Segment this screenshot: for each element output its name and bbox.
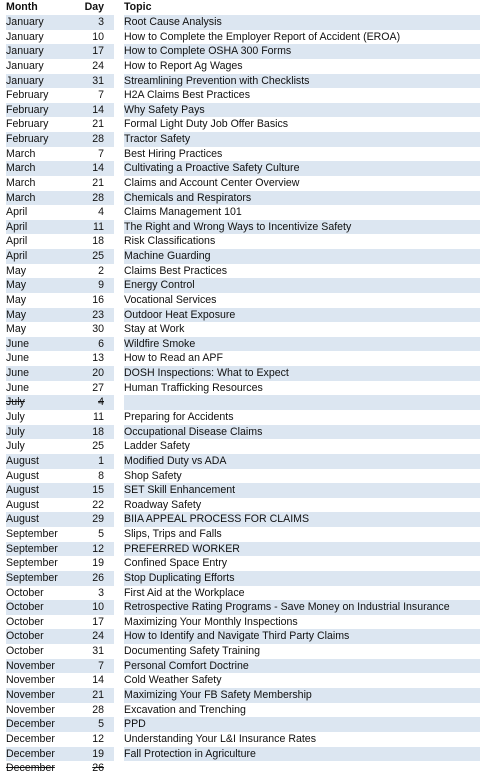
cell-day[interactable]: 11 <box>78 220 104 235</box>
cell-topic[interactable]: Roadway Safety <box>124 498 202 511</box>
cell-month[interactable]: November <box>6 703 55 716</box>
cell-month[interactable]: December <box>6 717 114 732</box>
cell-month[interactable]: November <box>6 674 55 687</box>
cell-day[interactable]: 25 <box>78 249 104 264</box>
table-row <box>0 571 482 586</box>
cell-day[interactable]: 17 <box>78 44 104 59</box>
cell-month[interactable]: January <box>6 74 114 89</box>
cell-topic[interactable]: Stop Duplicating Efforts <box>124 571 480 586</box>
table-row <box>0 747 482 762</box>
cell-month[interactable]: August <box>6 483 114 498</box>
table-row <box>0 205 482 220</box>
table-row <box>0 439 482 454</box>
cell-month[interactable]: January <box>6 30 44 43</box>
cell-day[interactable]: 7 <box>98 89 104 102</box>
table-row <box>0 293 482 308</box>
cell-topic[interactable]: Outdoor Heat Exposure <box>124 308 480 323</box>
cell-day[interactable]: 26 <box>78 571 104 586</box>
cell-topic[interactable]: Streamlining Prevention with Checklists <box>124 74 480 89</box>
table-row <box>0 703 482 718</box>
header-month[interactable]: Month <box>6 1 38 13</box>
cell-month[interactable]: June <box>6 352 29 365</box>
cell-day[interactable]: 19 <box>78 747 104 762</box>
cell-topic[interactable]: Why Safety Pays <box>124 103 480 118</box>
cell-day[interactable]: 28 <box>92 703 104 716</box>
cell-month[interactable]: July <box>6 411 25 423</box>
cell-month[interactable]: August <box>6 498 39 511</box>
cell-month[interactable]: October <box>6 586 44 599</box>
table-row <box>0 278 482 293</box>
cell-topic[interactable]: Human Trafficking Resources <box>124 381 263 394</box>
table-row <box>0 469 482 484</box>
cell-day[interactable]: 1 <box>78 454 104 469</box>
cell-day[interactable]: 19 <box>92 557 104 570</box>
cell-day[interactable]: 7 <box>78 659 104 674</box>
cell-topic[interactable]: Risk Classifications <box>124 235 216 248</box>
cell-topic[interactable]: Energy Control <box>124 278 480 293</box>
cell-topic[interactable]: How to Complete the Employer Report of Accident (EROA) <box>124 30 401 43</box>
cell-day[interactable]: 9 <box>78 278 104 293</box>
cell-topic[interactable]: Chemicals and Respirators <box>124 191 480 206</box>
cell-day[interactable]: 14 <box>78 161 104 176</box>
cell-day[interactable]: 18 <box>78 425 104 440</box>
cell-day[interactable]: 5 <box>98 528 104 541</box>
cell-topic[interactable]: Retrospective Rating Programs - Save Money on Industrial Insurance <box>124 600 480 615</box>
cell-day[interactable]: 20 <box>78 366 104 381</box>
cell-month[interactable]: February <box>6 132 114 147</box>
cell-day[interactable]: 4 <box>98 206 104 219</box>
cell-topic[interactable]: The Right and Wrong Ways to Incentivize Safety <box>124 220 480 235</box>
header-topic[interactable]: Topic <box>124 1 152 13</box>
cell-month[interactable]: February <box>6 89 49 102</box>
table-row <box>0 337 482 352</box>
table-row <box>0 395 482 410</box>
cell-month[interactable]: September <box>6 542 114 557</box>
cell-topic[interactable]: Best Hiring Practices <box>124 147 223 160</box>
cell-day[interactable]: 5 <box>78 717 104 732</box>
cell-month[interactable]: April <box>6 220 114 235</box>
cell-day[interactable]: 10 <box>78 600 104 615</box>
cell-topic[interactable]: Slips, Trips and Falls <box>124 528 222 541</box>
table-row <box>0 688 482 703</box>
table-row <box>0 556 482 571</box>
table-row <box>0 264 482 279</box>
cell-month[interactable]: November <box>6 659 114 674</box>
cell-month[interactable]: January <box>6 59 44 72</box>
cell-month[interactable]: July <box>6 440 25 453</box>
cell-month[interactable]: October <box>6 645 44 658</box>
cell-topic[interactable]: Understanding Your L&I Insurance Rates <box>124 732 316 745</box>
cell-month[interactable]: September <box>6 557 58 570</box>
cell-day[interactable]: 2 <box>98 264 104 277</box>
table-row <box>0 308 482 323</box>
table-row <box>0 512 482 527</box>
cell-topic[interactable]: Maximizing Your Monthly Inspections <box>124 615 298 628</box>
cell-day[interactable]: 6 <box>78 337 104 352</box>
cell-day[interactable]: 8 <box>98 469 104 482</box>
table-row <box>0 717 482 732</box>
cell-month[interactable]: October <box>6 600 114 615</box>
table-row <box>0 351 482 366</box>
cell-month[interactable]: May <box>6 308 114 323</box>
table-row <box>0 615 482 630</box>
table-row <box>0 410 482 425</box>
cell-month[interactable]: June <box>6 381 29 394</box>
cell-month[interactable]: December <box>6 747 114 762</box>
cell-topic[interactable]: How to Read an APF <box>124 352 223 365</box>
cell-day[interactable]: 17 <box>92 615 104 628</box>
cell-month[interactable]: August <box>6 512 114 527</box>
cell-month[interactable]: October <box>6 629 114 644</box>
table-row <box>0 586 482 601</box>
cell-topic[interactable]: How to Complete OSHA 300 Forms <box>124 44 480 59</box>
cell-day[interactable]: 29 <box>78 512 104 527</box>
cell-day[interactable]: 4 <box>78 395 104 410</box>
table-row <box>0 30 482 45</box>
table-row <box>0 644 482 659</box>
cell-topic[interactable]: BIIA APPEAL PROCESS FOR CLAIMS <box>124 512 480 527</box>
cell-day[interactable]: 21 <box>92 176 104 189</box>
cell-day[interactable]: 21 <box>78 688 104 703</box>
cell-month[interactable]: September <box>6 528 58 541</box>
cell-topic[interactable]: Fall Protection in Agriculture <box>124 747 480 762</box>
cell-day[interactable]: 14 <box>78 103 104 118</box>
cell-month[interactable]: January <box>6 15 114 30</box>
table-row <box>0 191 482 206</box>
cell-month[interactable]: March <box>6 147 36 160</box>
cell-month[interactable]: September <box>6 571 114 586</box>
cell-topic[interactable]: PREFERRED WORKER <box>124 542 480 557</box>
cell-topic[interactable]: Maximizing Your FB Safety Membership <box>124 688 480 703</box>
cell-topic[interactable]: Stay at Work <box>124 323 185 336</box>
table-row <box>0 454 482 469</box>
cell-topic[interactable]: Ladder Safety <box>124 440 190 453</box>
cell-topic[interactable]: Cultivating a Proactive Safety Culture <box>124 161 480 176</box>
cell-topic[interactable] <box>124 395 480 410</box>
table-row <box>0 220 482 235</box>
cell-day[interactable]: 3 <box>78 15 104 30</box>
cell-day[interactable]: 10 <box>92 30 104 43</box>
header-day[interactable]: Day <box>84 1 104 13</box>
cell-day[interactable]: 12 <box>78 542 104 557</box>
cell-month[interactable]: October <box>6 615 44 628</box>
table-row <box>0 761 482 776</box>
table-row <box>0 117 482 132</box>
cell-topic[interactable]: H2A Claims Best Practices <box>124 89 250 102</box>
table-row <box>0 600 482 615</box>
cell-topic[interactable]: Excavation and Trenching <box>124 703 246 716</box>
cell-topic[interactable]: Occupational Disease Claims <box>124 425 480 440</box>
cell-month[interactable]: May <box>6 323 27 336</box>
cell-topic[interactable]: How to Report Ag Wages <box>124 59 243 72</box>
cell-topic[interactable]: How to Identify and Navigate Third Party Claims <box>124 629 480 644</box>
table-row <box>0 234 482 249</box>
cell-month[interactable]: July <box>6 395 114 410</box>
cell-day[interactable]: 24 <box>78 629 104 644</box>
cell-day[interactable]: 31 <box>78 74 104 89</box>
cell-month[interactable]: May <box>6 278 114 293</box>
cell-month[interactable]: August <box>6 454 114 469</box>
cell-day[interactable]: 25 <box>92 440 104 453</box>
cell-topic[interactable]: Claims Best Practices <box>124 264 228 277</box>
cell-topic[interactable]: Personal Comfort Doctrine <box>124 659 480 674</box>
cell-topic[interactable]: Vocational Services <box>124 293 217 306</box>
cell-topic[interactable]: Documenting Safety Training <box>124 645 261 658</box>
cell-month[interactable]: July <box>6 425 114 440</box>
cell-topic[interactable]: Machine Guarding <box>124 249 480 264</box>
table-row <box>0 673 482 688</box>
cell-topic[interactable]: Preparing for Accidents <box>124 411 234 423</box>
table-row <box>0 147 482 162</box>
cell-month[interactable]: December <box>6 732 55 745</box>
table-row <box>0 527 482 542</box>
table-row <box>0 483 482 498</box>
table-row <box>0 103 482 118</box>
cell-topic[interactable]: DOSH Inspections: What to Expect <box>124 366 480 381</box>
table-row <box>0 498 482 513</box>
cell-topic[interactable]: Modified Duty vs ADA <box>124 454 480 469</box>
cell-month[interactable]: December <box>6 762 55 775</box>
cell-day[interactable]: 28 <box>78 191 104 206</box>
cell-month[interactable]: June <box>6 337 114 352</box>
cell-month[interactable]: May <box>6 293 27 306</box>
table-row <box>0 132 482 147</box>
table-row <box>0 176 482 191</box>
cell-month[interactable]: April <box>6 206 28 219</box>
cell-month[interactable]: February <box>6 118 49 131</box>
cell-day[interactable]: 23 <box>78 308 104 323</box>
table-row <box>0 44 482 59</box>
table-row <box>0 161 482 176</box>
cell-topic[interactable]: SET Skill Enhancement <box>124 483 480 498</box>
cell-topic[interactable]: Cold Weather Safety <box>124 674 222 687</box>
cell-month[interactable]: May <box>6 264 27 277</box>
cell-topic[interactable]: Root Cause Analysis <box>124 15 480 30</box>
cell-day[interactable]: 14 <box>92 674 104 687</box>
cell-topic[interactable]: Confined Space Entry <box>124 557 228 570</box>
cell-topic[interactable]: Tractor Safety <box>124 132 480 147</box>
table-row <box>0 15 482 30</box>
table-row <box>0 59 482 74</box>
cell-day[interactable]: 21 <box>92 118 104 131</box>
cell-day[interactable]: 28 <box>78 132 104 147</box>
cell-day[interactable]: 27 <box>92 381 104 394</box>
table-row <box>0 659 482 674</box>
table-row <box>0 322 482 337</box>
table-row <box>0 249 482 264</box>
table-row <box>0 425 482 440</box>
cell-day[interactable]: 22 <box>92 498 104 511</box>
cell-topic[interactable]: Formal Light Duty Job Offer Basics <box>124 118 289 131</box>
table-row <box>0 88 482 103</box>
cell-month[interactable]: April <box>6 235 28 248</box>
cell-day[interactable]: 24 <box>92 59 104 72</box>
table-row <box>0 629 482 644</box>
cell-day[interactable]: 15 <box>78 483 104 498</box>
cell-month[interactable]: March <box>6 191 114 206</box>
cell-month[interactable]: January <box>6 44 114 59</box>
cell-day[interactable]: 18 <box>92 235 104 248</box>
cell-day[interactable]: 31 <box>92 645 104 658</box>
cell-topic[interactable]: Wildfire Smoke <box>124 337 480 352</box>
header-row <box>0 0 482 15</box>
cell-day[interactable]: 13 <box>92 352 104 365</box>
table-row <box>0 732 482 747</box>
cell-month[interactable]: April <box>6 249 114 264</box>
cell-day[interactable]: 16 <box>92 293 104 306</box>
cell-day[interactable]: 12 <box>92 732 104 745</box>
table-row <box>0 74 482 89</box>
cell-topic[interactable]: First Aid at the Workplace <box>124 586 245 599</box>
cell-month[interactable]: August <box>6 469 39 482</box>
table-row <box>0 542 482 557</box>
table-row <box>0 366 482 381</box>
cell-day[interactable]: 30 <box>92 323 104 336</box>
cell-month[interactable]: June <box>6 366 114 381</box>
cell-month[interactable]: February <box>6 103 114 118</box>
cell-month[interactable]: March <box>6 161 114 176</box>
table-row <box>0 381 482 396</box>
cell-topic[interactable]: PPD <box>124 717 480 732</box>
cell-day[interactable]: 26 <box>92 762 104 775</box>
cell-topic[interactable]: Claims and Account Center Overview <box>124 176 300 189</box>
cell-month[interactable]: November <box>6 688 114 703</box>
cell-month[interactable]: March <box>6 176 36 189</box>
cell-day[interactable]: 7 <box>98 147 104 160</box>
cell-topic[interactable]: Shop Safety <box>124 469 182 482</box>
cell-topic[interactable]: Claims Management 101 <box>124 206 242 219</box>
cell-day[interactable]: 11 <box>93 411 104 423</box>
cell-topic[interactable] <box>124 761 480 776</box>
cell-day[interactable]: 3 <box>98 586 104 599</box>
